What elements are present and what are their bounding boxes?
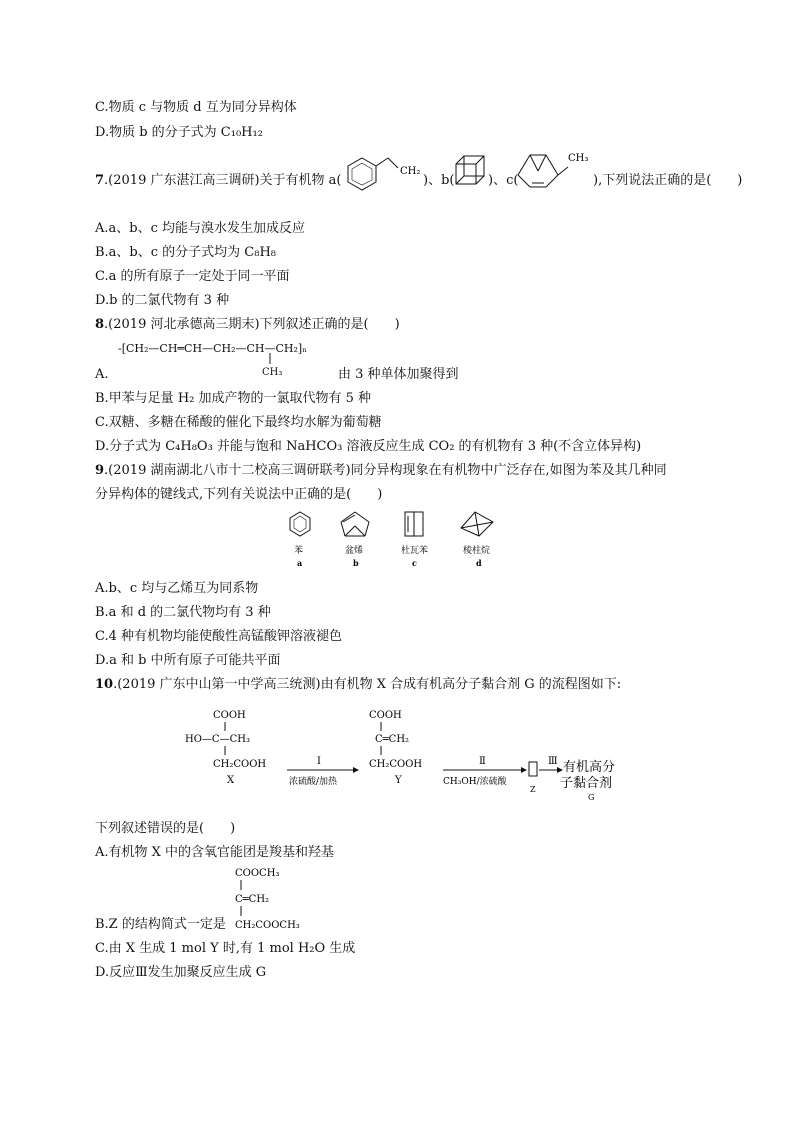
cubane-structure — [452, 152, 488, 192]
q10-number: 10 — [95, 677, 114, 692]
q8-polymer-ch3: CH₃ — [262, 367, 283, 378]
q9-number: 9 — [95, 463, 105, 478]
q9-stem — [95, 462, 667, 480]
q10-stem-text: .(2019 广东中山第一中学高三统测)由有机物 X 合成有机高分子黏合剂 G 的流程图如下: — [113, 677, 622, 692]
y-cooh: COOH — [369, 710, 402, 721]
product-line2: 子黏合剂 — [560, 776, 613, 791]
q8-option-c: C.双糖、多糖在稀酸的催化下最终均水解为葡萄糖 — [95, 415, 382, 430]
synthesis-flow-diagram — [175, 700, 655, 806]
q9-option-b: B.a 和 d 的二氯代物均有 3 种 — [95, 605, 271, 620]
z-ch2cooch3: CH₂COOCH₃ — [235, 920, 300, 931]
barrelene-structure — [508, 145, 592, 193]
q7-stem-c: )、c( — [488, 173, 519, 188]
q7-stem-text: .(2019 广东湛江高三调研)关于有机物 a( — [104, 173, 342, 188]
product-line1: 有机高分 — [563, 760, 616, 775]
q7-option-b: B.a、b、c 的分子式均为 C₈H₈ — [95, 245, 277, 260]
letter-c: c — [412, 558, 417, 568]
step1-condition: 浓硫酸/加热 — [289, 777, 338, 787]
barrelene-ch3-label: CH₃ — [568, 153, 589, 164]
q10-stem — [95, 676, 621, 694]
prismane-structure — [461, 512, 493, 536]
q9-stem-text: .(2019 湖南湖北八市十二校高三调研联考)同分异构现象在有机物中广泛存在,如图为苯及其几种同 — [104, 463, 667, 478]
benzvalene-structure — [341, 512, 369, 536]
styrene-structure — [340, 150, 430, 192]
q8-option-a-prefix: A. — [95, 367, 109, 382]
step3-label: Ⅲ — [548, 756, 558, 767]
step2-condition: CH₃OH/浓硫酸 — [443, 777, 507, 787]
step1-label: Ⅰ — [317, 756, 321, 767]
letter-a: a — [297, 558, 303, 568]
y-middle: C═CH₂ — [375, 734, 410, 745]
q7-number: 7 — [95, 173, 105, 188]
q8-number: 8 — [95, 317, 105, 332]
q8-option-a-text: 由 3 种单体加聚得到 — [338, 367, 459, 382]
z-label: Z — [530, 785, 536, 794]
q10-option-d: D.反应Ⅲ发生加聚反应生成 G — [95, 965, 267, 980]
q7-option-c: C.a 的所有原子一定处于同一平面 — [95, 269, 290, 284]
q10-option-b: B.Z 的结构简式一定是 — [95, 917, 226, 932]
x-cooh: COOH — [213, 710, 246, 721]
z-middle: C═CH₂ — [235, 894, 270, 905]
q10-option-c: C.由 X 生成 1 mol Y 时,有 1 mol H₂O 生成 — [95, 941, 356, 956]
q8-stem — [95, 316, 400, 334]
z-cooch3: COOCH₃ — [235, 868, 280, 879]
label-dewar: 杜瓦苯 — [401, 546, 429, 556]
x-label: X — [227, 775, 235, 786]
q7-option-d: D.b 的二氯代物有 3 种 — [95, 293, 230, 308]
label-benzvalene: 盆烯 — [345, 546, 364, 556]
step2-label: Ⅱ — [479, 756, 486, 767]
q6-option-d: D.物质 b 的分子式为 C₁₀H₁₂ — [95, 125, 263, 140]
q8-polymer-formula: -[CH₂—CH═CH—CH₂—CH—CH₂]ₙ — [118, 342, 307, 355]
label-benzene: 苯 — [294, 546, 304, 556]
z-box — [529, 762, 537, 776]
y-ch2cooh: CH₂COOH — [369, 759, 423, 770]
q7-option-a: A.a、b、c 均能与溴水发生加成反应 — [95, 221, 306, 236]
q7-stem-tail: ),下列说法正确的是( ) — [593, 173, 743, 188]
q9-stem-line2: 分异构体的键线式,下列有关说法中正确的是( ) — [95, 487, 383, 502]
label-prismane: 棱柱烷 — [463, 546, 491, 556]
q7-stem-b: )、b( — [423, 173, 455, 188]
benzene-structure — [290, 512, 310, 536]
g-label: G — [588, 793, 595, 802]
q9-option-a: A.b、c 均与乙烯互为同系物 — [95, 581, 259, 596]
y-label: Y — [395, 775, 402, 786]
dewar-benzene-structure — [405, 512, 423, 536]
q9-option-d: D.a 和 b 中所有原子可能共平面 — [95, 653, 281, 668]
q10-stem-2: 下列叙述错误的是( ) — [95, 821, 236, 836]
x-middle: HO—C—CH₃ — [185, 734, 250, 745]
z-structure — [225, 864, 335, 932]
q8-option-d: D.分子式为 C₄H₈O₃ 并能与饱和 NaHCO₃ 溶液反应生成 CO₂ 的有机物有 3 种(不含立体异构) — [95, 439, 642, 454]
q8-option-b: B.甲苯与足量 H₂ 加成产物的一氯取代物有 5 种 — [95, 391, 372, 406]
q6-option-c: C.物质 c 与物质 d 互为同分异构体 — [95, 100, 297, 115]
isomer-figure — [275, 508, 515, 574]
q10-option-a: A.有机物 X 中的含氧官能团是羧基和羟基 — [95, 845, 335, 860]
letter-d: d — [476, 558, 482, 568]
styrene-ch2-label: CH₂ — [400, 166, 421, 177]
q9-option-c: C.4 种有机物均能使酸性高锰酸钾溶液褪色 — [95, 629, 343, 644]
q7-stem — [95, 172, 342, 190]
q8-stem-text: .(2019 河北承德高三期末)下列叙述正确的是( ) — [104, 317, 400, 332]
letter-b: b — [353, 558, 359, 568]
x-ch2cooh: CH₂COOH — [213, 759, 267, 770]
